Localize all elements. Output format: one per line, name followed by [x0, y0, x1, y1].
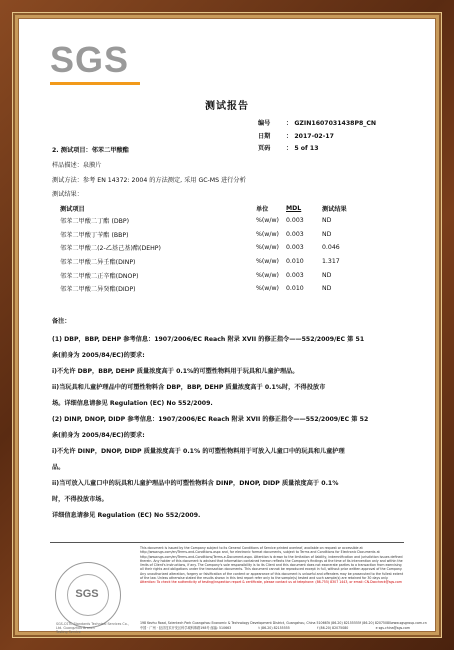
- report-meta: [258, 118, 376, 156]
- cell-item: 邻苯二甲酸二丁酯 (DBP): [60, 218, 130, 226]
- table-row: [52, 282, 362, 296]
- note-line: 场。详细信息请参见 Regulation (EC) No 552/2009.: [52, 400, 213, 407]
- footer-fine-print: [140, 546, 404, 585]
- table-row: [52, 228, 362, 242]
- cell-result: ND: [322, 217, 332, 225]
- cell-unit: %(w/w): [256, 285, 279, 293]
- cell-mdl: 0.003: [286, 217, 304, 225]
- cell-result: 1.317: [322, 258, 340, 266]
- meta-label: 页码: [258, 145, 271, 152]
- sample-description: 样品描述：泉膜片: [52, 162, 102, 169]
- table-row: [52, 241, 362, 255]
- note-line: (2) DINP, DNOP, DIDP 参考信息：1907/2006/EC Reach 附录 XVII 的修正指令——552/2009/EC 第 52: [52, 416, 369, 423]
- seal-organization: [56, 622, 136, 634]
- table-row: [52, 268, 362, 282]
- results-label: 测试结果：: [52, 191, 83, 198]
- meta-value: ： 5 of 13: [286, 145, 319, 152]
- cell-unit: %(w/w): [256, 271, 279, 279]
- meta-row-page: [258, 143, 376, 156]
- sgs-logo: SGS: [50, 39, 130, 80]
- note-line: 时，不得投放市场。: [52, 496, 108, 503]
- footer-address: [140, 621, 427, 631]
- table-row: [52, 214, 362, 228]
- note-line: ii)当可放入儿童口中的玩具和儿童护理品中的可塑性物料含 DINP，DNOP, DIDP 质量浓度高于 0.1%: [52, 480, 339, 487]
- col-header-mdl: MDL: [286, 204, 302, 212]
- address-text: 198 Kezhu Road, Scientech Park Guangzhou Economic & Technology Development District, Guangzhou, China 510663: [140, 621, 329, 625]
- col-header-unit: 单位: [256, 205, 269, 213]
- cell-unit: %(w/w): [256, 230, 279, 238]
- table-row: [52, 255, 362, 269]
- meta-value: ： GZIN1607031438P8_CN: [286, 120, 377, 127]
- cell-mdl: 0.003: [286, 271, 304, 279]
- meta-value: ： 2017-02-17: [286, 132, 334, 140]
- cell-mdl: 0.003: [286, 244, 304, 252]
- note-line: i)不允许 DINP，DNOP, DIDP 质量浓度高于 0.1% 的可塑性物料用于可放入儿童口中的玩具和儿童护理: [52, 448, 345, 455]
- note-line: ii)当玩具和儿童护理品中的可塑性物料含 DBP，BBP, DEHP 质量浓度高于 0.1%时，不得投放市: [52, 384, 326, 391]
- notes-label: 备注：: [52, 318, 71, 325]
- seal-org-text: SGS-CSTC Standards Technical Services Co., Ltd. Guangzhou Branch: [56, 622, 129, 630]
- fine-print-text: This document is issued by the Company subject to its General Conditions of Service printed overleaf, available on request or accessible at http://www.sgs.com/en/Terms-and-Conditions.aspx and, for electronic format documents, subject to Terms and Conditions for Electronic Documents at http://www.sgs.com/en/Terms-and-Conditions/Terms-e-Document.aspx. Attention is drawn to the limitation of liability, indemnification and jurisdiction issues defined therein. Any holder of this document is advised that information contained hereon reflects the Company's findings at the time of its intervention only and within the limits of Client's instructions, if any. The Company's sole responsibility is to its Client and this document does not exonerate parties to a transaction from exercising all their rights and obligations under the transaction documents. This document cannot be reproduced except in full, without prior written approval of the Company. Any unauthorized alteration, forgery or falsification of the content or appearance of this document is unlawful and offenders may be prosecuted to the fullest extent of the law. Unless otherwise stated the results shown in this test report refer only to the sample(s) tested and such sample(s) are retained for 30 days only.: [140, 546, 404, 581]
- cell-item: 邻苯二甲酸二异壬酯(DINP): [60, 259, 136, 267]
- address-text: 中国 · 广州 · 经济技术开发区科学城科珠路198号 邮编: 510663: [140, 626, 232, 630]
- note-line: i)不允许 DBP，BBP, DEHP 质量浓度高于 0.1%的可塑性物料用于玩具和儿童护理品。: [52, 368, 299, 375]
- address-email: e sgs.china@sgs.com: [375, 626, 410, 630]
- col-header-item: 测试项目: [60, 205, 85, 213]
- address-fax: f (86-20) 82075080: [317, 626, 349, 630]
- section-heading: 2. 测试项目：邻苯二甲酸酯: [52, 147, 129, 154]
- meta-row-number: [258, 118, 376, 131]
- cell-item: 邻苯二甲酸二(2-乙基己基)酯(DEHP): [60, 245, 161, 253]
- cell-unit: %(w/w): [256, 258, 279, 266]
- address-phone: t (86-20) 82155555: [328, 621, 360, 625]
- meta-label: 编号: [258, 120, 271, 127]
- fine-print-alert: Attention: To check the authenticity of testing/inspection report & certificate, please contact us at telephone: (86-755) 8307 1443, or email: CN.Doccheck@sgs.com: [140, 580, 402, 585]
- cell-item: 邻苯二甲酸二异癸酯(DIDP): [60, 286, 136, 294]
- test-method: 测试方法：参考 EN 14372: 2004 的方法测定, 采用 GC-MS 进行分析: [52, 177, 246, 184]
- table-header-row: [52, 202, 362, 214]
- cell-mdl: 0.010: [286, 258, 304, 266]
- cell-result: ND: [322, 230, 332, 238]
- note-line: 详细信息请参见 Regulation (EC) No 552/2009.: [52, 512, 201, 519]
- note-line: 品。: [52, 464, 65, 471]
- col-header-result: 测试结果: [322, 205, 347, 213]
- address-fax: f (86-20) 82075080: [359, 621, 392, 625]
- cell-unit: %(w/w): [256, 217, 279, 225]
- cell-item: 邻苯二甲酸二正辛酯(DNOP): [60, 272, 139, 280]
- cell-result: ND: [322, 285, 332, 293]
- note-line: (1) DBP，BBP, DEHP 参考信息：1907/2006/EC Reach 附录 XVII 的修正指令——552/2009/EC 第 51: [52, 336, 365, 343]
- report-page: [19, 19, 435, 634]
- address-line: [140, 626, 410, 631]
- address-phone: t (86-20) 82155555: [258, 626, 290, 630]
- cell-result: ND: [322, 271, 332, 279]
- report-title: 测试报告: [205, 101, 249, 112]
- cell-mdl: 0.010: [286, 285, 304, 293]
- seal-label-text: Testing Service: [56, 630, 81, 634]
- sgs-seal-logo: SGS: [75, 588, 99, 600]
- meta-row-date: [258, 131, 376, 144]
- note-line: 条(前身为 2005/84/EC)的要求:: [52, 352, 145, 359]
- logo-underline: [50, 82, 140, 85]
- meta-label: 日期: [258, 132, 271, 140]
- cell-unit: %(w/w): [256, 244, 279, 252]
- cell-item: 邻苯二甲酸丁苄酯 (BBP): [60, 231, 129, 239]
- note-line: 条(前身为 2005/84/EC)的要求:: [52, 432, 145, 439]
- footer-divider: [50, 542, 404, 543]
- cell-result: 0.046: [322, 244, 340, 252]
- cell-mdl: 0.003: [286, 230, 304, 238]
- address-web: www.sgsgroup.com.cn: [391, 621, 427, 625]
- results-table: [52, 202, 362, 296]
